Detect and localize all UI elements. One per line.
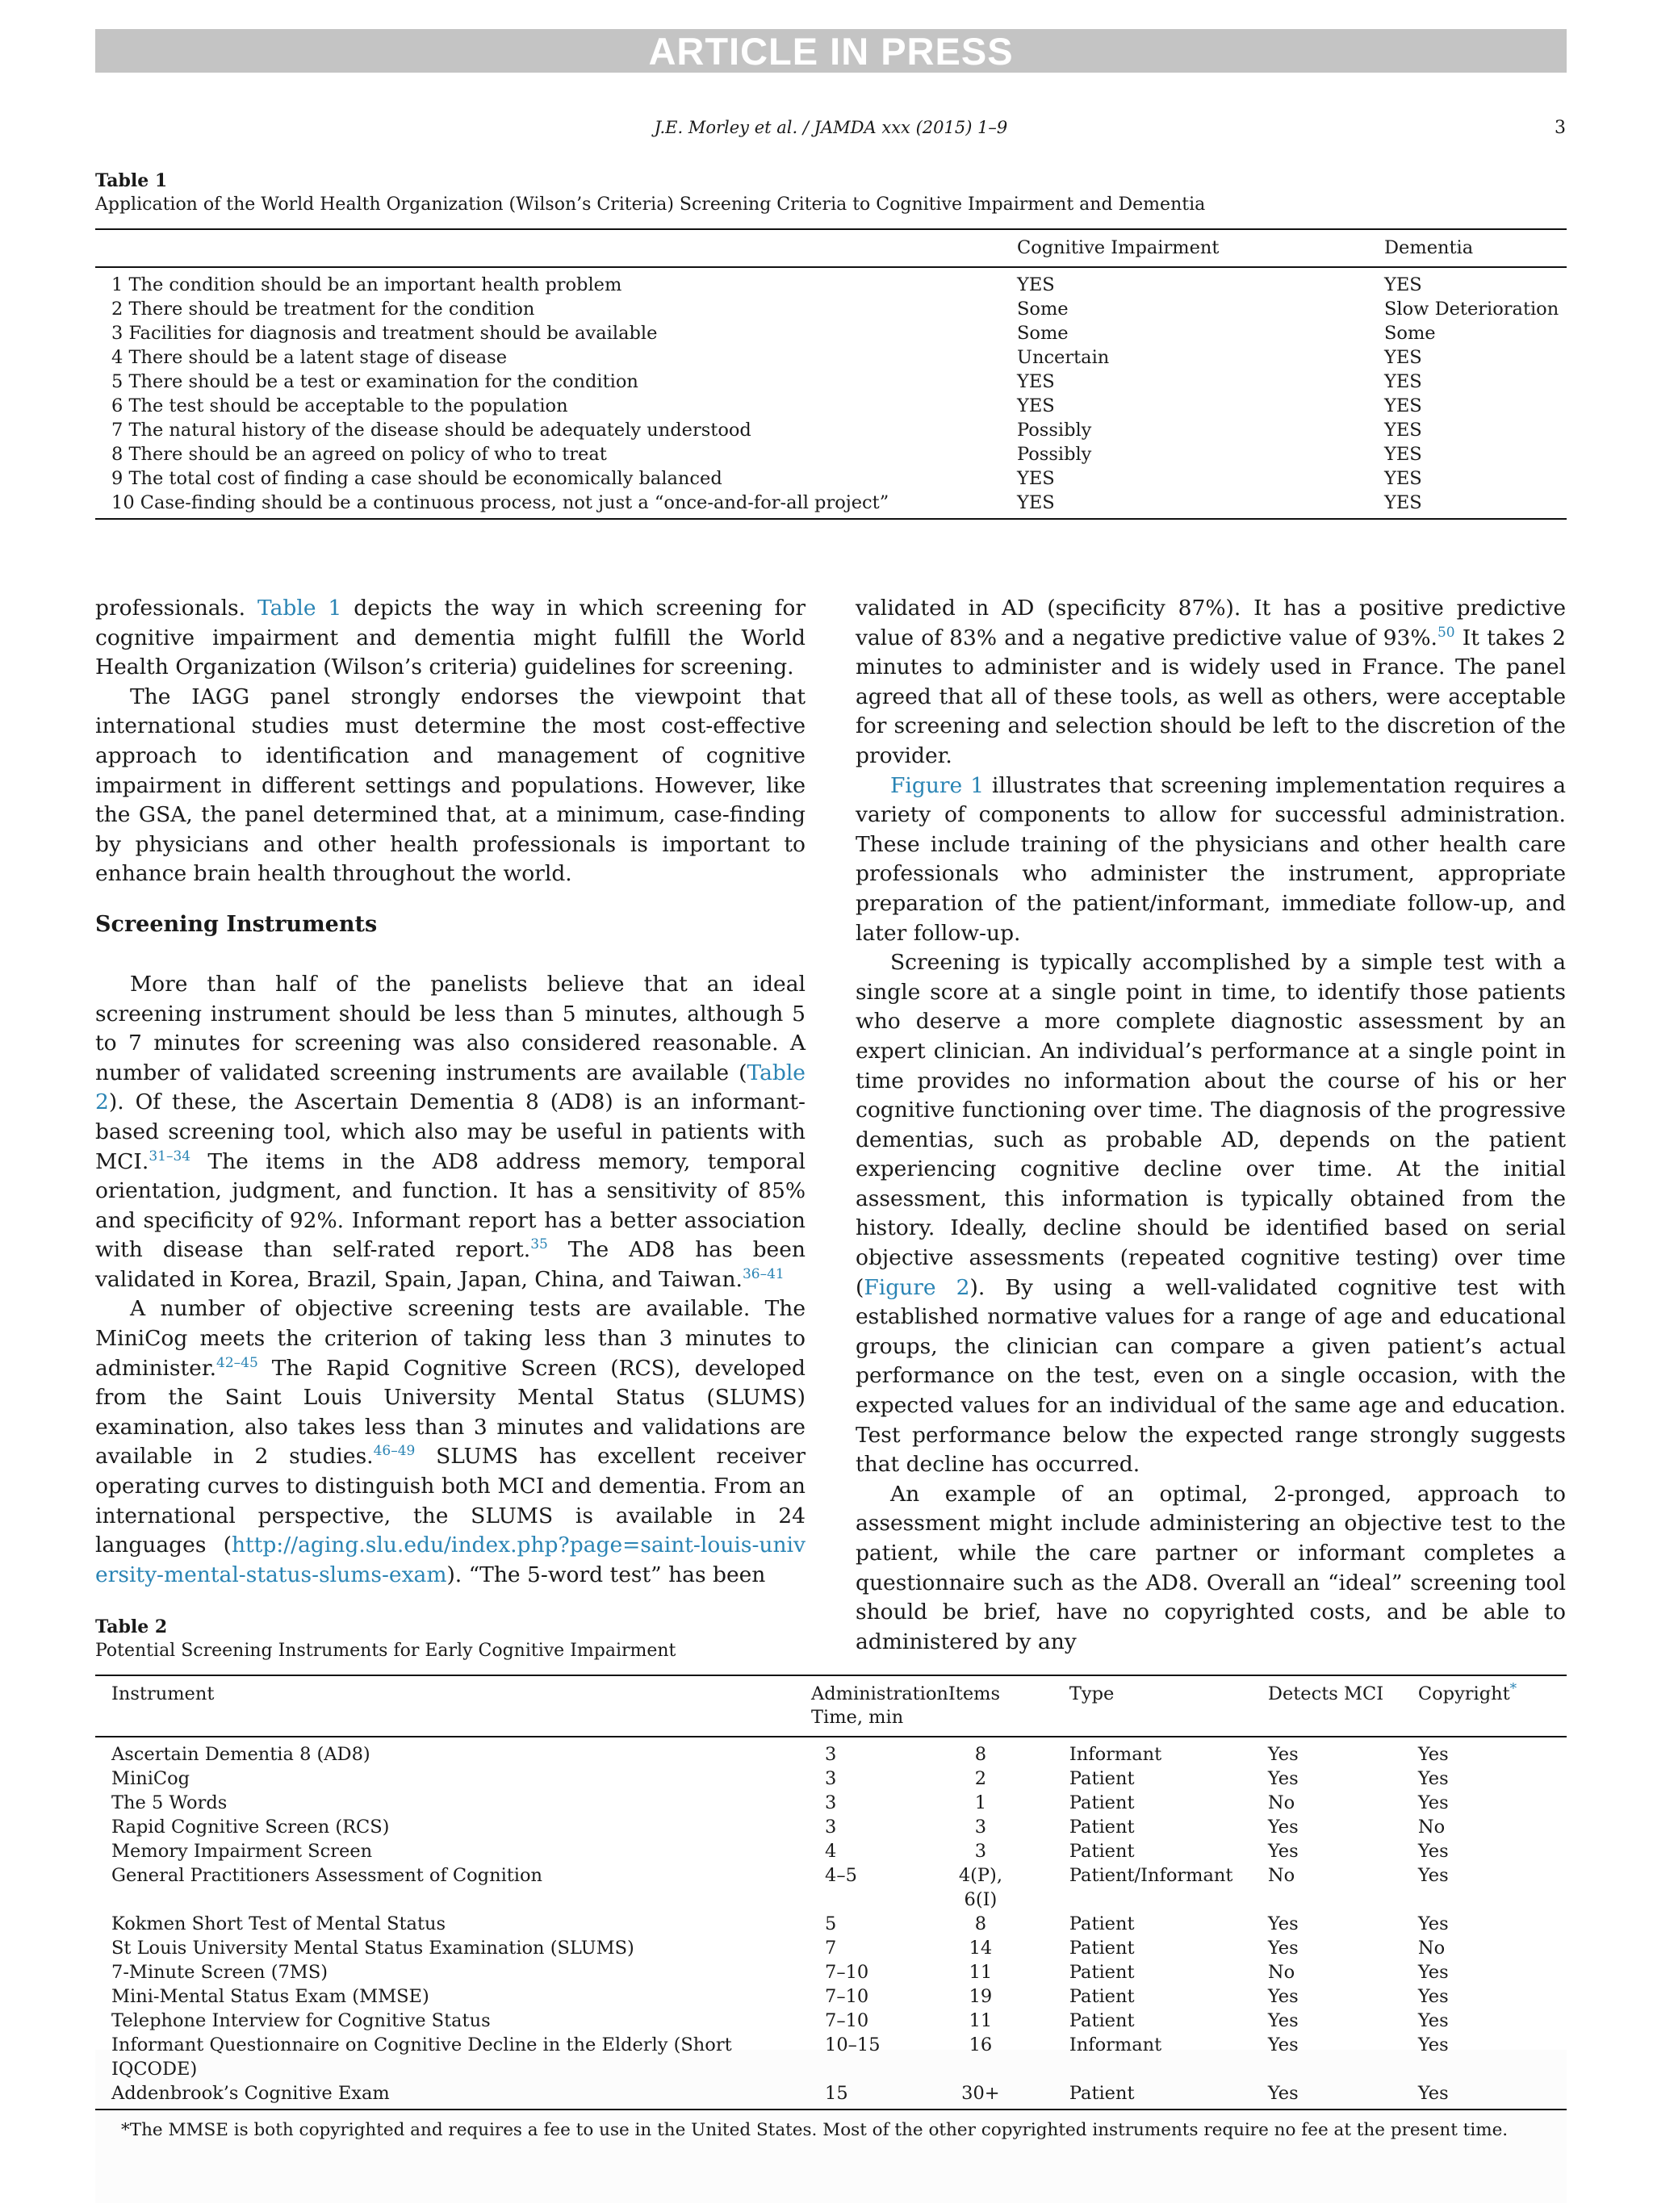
table-1-row-cell: 3 Facilities for diagnosis and treatment should be available [111, 323, 658, 344]
table-2-row-cell: 3 [825, 1817, 837, 1838]
reference-link[interactable]: 35 [530, 1236, 548, 1253]
table-2-header-type: Type [1069, 1683, 1115, 1704]
table-1-row-cell: YES [1017, 492, 1055, 513]
table-1-link[interactable]: Table 1 [257, 596, 342, 621]
table-2-row-cell: Informant [1069, 2034, 1162, 2055]
table-2-row-cell: Ascertain Dementia 8 (AD8) [111, 1744, 370, 1765]
table-2-row-cell: The 5 Words [111, 1792, 228, 1813]
table-1-row [95, 345, 1567, 370]
table-1-row [95, 491, 1567, 519]
table-2-row-cell: Yes [1267, 1768, 1299, 1789]
table-1-row [95, 267, 1567, 297]
table-1-row-cell: YES [1384, 444, 1422, 465]
table-2-row-cell: Yes [1417, 1768, 1449, 1789]
table-2-row-cell: Yes [1417, 1841, 1449, 1862]
table-1-grid [95, 228, 1567, 520]
table-2-row [95, 1936, 1567, 1960]
table-2-row [95, 1912, 1567, 1936]
reference-link[interactable]: 50 [1437, 624, 1455, 641]
table-2-row-cell: Patient [1069, 1962, 1135, 1983]
table-2-row [95, 1960, 1567, 1984]
table-1-caption: Application of the World Health Organization (Wilson’s Criteria) Screening Criteria to Cognitive Impairment and Dementia [95, 194, 1206, 215]
table-2-row-cell: Patient [1069, 2083, 1135, 2104]
section-heading: Screening Instruments [95, 911, 378, 937]
table-2-row-cell: Yes [1267, 1817, 1299, 1838]
slums-url-link[interactable]: http://aging.slu.edu/index.php?page=saint-louis-university-mental-status-slums-exam [95, 1533, 806, 1587]
table-2-row-cell: Patient [1069, 1792, 1135, 1813]
table-2-row-cell: Rapid Cognitive Screen (RCS) [111, 1817, 390, 1838]
table-1-row-cell: Possibly [1017, 444, 1092, 465]
table-2-row-cell: Patient [1069, 1817, 1135, 1838]
table-2-row-cell: Patient [1069, 1841, 1135, 1862]
table-1-row-cell: 8 There should be an agreed on policy of who to treat [111, 444, 607, 465]
table-2-row-cell: No [1267, 1865, 1295, 1886]
table-2-header-row [95, 1675, 1567, 1737]
table-2-row-cell: Yes [1417, 2083, 1449, 2104]
table-1-row-cell: 1 The condition should be an important health problem [111, 274, 622, 295]
table-1-label: Table 1 [95, 170, 168, 191]
table-2-row-cell: 3 [825, 1768, 837, 1789]
table-1-row-cell: YES [1017, 395, 1055, 416]
table-2-row-cell: No [1267, 1792, 1295, 1813]
paragraph: Screening is typically accomplished by a simple test with a single score at a single point in time, to identify those patients who deserve a more complete diagnostic assessment by an expert clinician. An individual’s performance at a single point in time provides no information about the course of his or her cognitive functioning over time. The diagnosis of the progressive dementias, such as probable AD, depends on the patient experiencing cognitive decline over time. At the initial assessment, this information is typically obtained from the history. Ideally, decline should be identified based on serial objective assessments (repeated cognitive testing) over time (Figure 2). By using a well-validated cognitive test with established normative values for a range of age and educational groups, the clinician can compare a given patient’s actual performance on the test, even on a single occasion, with the expected values for an individual of the same age and education. Test performance below the expected range strongly suggests that decline has occurred. [856, 950, 1566, 1478]
table-1-header-row [95, 229, 1567, 267]
table-2-row-cell: Yes [1417, 1962, 1449, 1983]
reference-link[interactable]: 42–45 [216, 1354, 258, 1371]
table-2-row-cell: Patient [1069, 1938, 1135, 1959]
table-1-row-cell: 5 There should be a test or examination for the condition [111, 371, 638, 392]
table-2-row-cell: 14 [969, 1938, 993, 1959]
table-2-row [95, 1767, 1567, 1791]
table-2-row-cell: No [1417, 1817, 1446, 1838]
table-1-row-cell: Some [1384, 323, 1436, 344]
table-2-row-cell: General Practitioners Assessment of Cognition [111, 1865, 543, 1886]
paragraph: Figure 1 illustrates that screening implementation requires a variety of components to allow for successful administration. These include training of the physicians and other health care professionals who administer the instrument, appropriate preparation of the patient/informant, immediate follow-up, and later follow-up. [856, 772, 1567, 946]
table-2-row-cell: 5 [825, 1913, 837, 1934]
table-1-row [95, 297, 1567, 321]
table-2-row-cell: Yes [1417, 2034, 1449, 2055]
table-2-row-cell: 1 [974, 1792, 987, 1813]
table-2-row [95, 1791, 1567, 1815]
table-1-row-cell: YES [1384, 420, 1422, 441]
table-2-row-cell: St Louis University Mental Status Examination (SLUMS) [111, 1938, 634, 1959]
paragraph: professionals. Table 1 depicts the way in which screening for cognitive impairment and dementia might fulfill the World Health Organization (Wilson’s criteria) guidelines for screening. [95, 596, 806, 680]
table-1-row-cell: 9 The total cost of finding a case should be economically balanced [111, 468, 722, 489]
table-2-row-cell: Yes [1417, 1986, 1449, 2007]
table-2-row-cell: Patient [1069, 2010, 1135, 2031]
table-2-row-cell: No [1417, 1938, 1446, 1959]
table-2-row-cell: 8 [974, 1744, 987, 1765]
table-2-row-cell: 7–10 [825, 1962, 869, 1983]
table-2-row-cell: 7–10 [825, 2010, 869, 2031]
table-2-row-cell: 15 [825, 2083, 848, 2104]
table-2-row-cell: Yes [1267, 1913, 1299, 1934]
table-1-row [95, 321, 1567, 345]
table-2-header-copyright: Copyright* [1417, 1680, 1517, 1704]
table-2-header-time: Administration Time, min [811, 1683, 948, 1728]
footnote-marker-link[interactable]: * [1509, 1680, 1517, 1697]
table-1-row-cell: YES [1017, 274, 1055, 295]
table-2-row-cell: Yes [1267, 1986, 1299, 2007]
table-2-row-cell: 11 [969, 2010, 993, 2031]
table-2-row-cell: Patient [1069, 1986, 1135, 2007]
table-1-row-cell: 6 The test should be acceptable to the population [111, 395, 568, 416]
table-2 [95, 1616, 1567, 2143]
table-1-row [95, 418, 1567, 442]
table-1-row-cell: Slow Deterioration [1384, 299, 1559, 320]
table-2-row-cell: 3 [974, 1841, 987, 1862]
paragraph: validated in AD (specificity 87%). It has a positive predictive value of 83% and a negative predictive value of 93%.$^{50}$ It takes 2 minutes to administer and is widely used in France. The panel agreed that all of these tools, as well as others, were acceptable for screening and selection should be left to the discretion of the provider. [856, 596, 1566, 768]
article-in-press-banner: ARTICLE IN PRESS [95, 29, 1567, 73]
table-2-link[interactable]: Table 2 [95, 1060, 806, 1115]
table-1-row-cell: Uncertain [1017, 347, 1110, 368]
running-head: J.E. Morley et al. / JAMDA xxx (2015) 1–9 [654, 118, 1008, 137]
table-2-header-items: Items [948, 1683, 1001, 1704]
table-2-row-cell: 7 [825, 1938, 837, 1959]
table-1-row-cell: Some [1017, 299, 1069, 320]
table-1-row-cell: YES [1384, 468, 1422, 489]
table-2-row-cell: Patient [1069, 1913, 1135, 1934]
table-1-row-cell: 4 There should be a latent stage of disease [111, 347, 508, 368]
table-1-row [95, 442, 1567, 466]
table-1-header-dementia: Dementia [1384, 237, 1474, 258]
table-2-caption: Potential Screening Instruments for Early Cognitive Impairment [95, 1641, 676, 1661]
reference-link[interactable]: 36–41 [742, 1266, 785, 1283]
table-2-row-cell: Yes [1417, 1865, 1449, 1886]
table-2-row-cell: Yes [1417, 2010, 1449, 2031]
table-2-row-cell: Mini-Mental Status Exam (MMSE) [111, 1986, 429, 2007]
table-2-row-cell: 11 [969, 1962, 993, 1983]
table-2-row-cell: Yes [1417, 1744, 1449, 1765]
table-2-row-cell: 3 [974, 1817, 987, 1838]
table-1 [95, 169, 1567, 520]
table-1-row [95, 466, 1567, 491]
paragraph: An example of an optimal, 2-pronged, approach to assessment might include administering an objective test to the patient, while the care partner or informant completes a questionnaire such as the AD8. Overall an “ideal” screening tool should be brief, have no copyrighted costs, and be able to administered by any [856, 1481, 1566, 1654]
table-2-row-cell: Yes [1267, 2083, 1299, 2104]
table-2-row [95, 2033, 1567, 2081]
table-1-row-cell: YES [1384, 371, 1422, 392]
paragraph: More than half of the panelists believe that an ideal screening instrument should be less than 5 minutes, although 5 to 7 minutes for screening was also considered reasonable. A number of validated screening instruments are available (Table 2). Of these, the Ascertain Dementia 8 (AD8) is an informant-based screening tool, which also may be useful in patients with MCI.$^{31-34}$ The items in the AD8 address memory, temporal orientation, judgment, and function. It has a sensitivity of 85% and specificity of 92%. Informant report has a better association with disease than self-rated report.$^{35}$ The AD8 has been validated in Korea, Brazil, Spain, Japan, China, and Taiwan.$^{36-41}$ [95, 971, 806, 1292]
table-2-row-cell: 7–10 [825, 1986, 869, 2007]
table-2-row-cell: Addenbrook’s Cognitive Exam [111, 2083, 390, 2104]
table-1-header-criterion [95, 229, 1017, 267]
reference-link[interactable]: 31–34 [149, 1148, 191, 1165]
table-2-row-cell: Patient [1069, 1768, 1135, 1789]
table-2-row-cell: Patient/Informant [1069, 1865, 1233, 1886]
table-2-row-cell: 4(P), 6(I) [958, 1865, 1002, 1910]
table-2-row-cell: 10–15 [825, 2034, 881, 2055]
table-2-row [95, 1815, 1567, 1839]
table-2-row [95, 2009, 1567, 2033]
table-2-row [95, 1839, 1567, 1863]
reference-link[interactable]: 46–49 [373, 1443, 416, 1460]
paragraph: A number of objective screening tests are available. The MiniCog meets the criterion of taking less than 3 minutes to administer.$^{42-45}$ The Rapid Cognitive Screen (RCS), developed from the Saint Louis University Mental Status (SLUMS) examination, also takes less than 3 minutes and validations are available in 2 studies.$^{46-49}$ SLUMS has excellent receiver operating curves to distinguish both MCI and dementia. From an international perspective, the SLUMS is available in 24 languages (http://aging.slu.edu/index.php?page=saint-louis-university-mental-status-slums-exam). “The 5-word test” has been [95, 1296, 806, 1587]
table-2-footnote: *The MMSE is both copyrighted and requires a fee to use in the United States. Most of the other copyrighted instruments require no fee at the present time. [121, 2120, 1509, 2140]
table-2-row-cell: 30+ [961, 2083, 1000, 2104]
table-1-row-cell: YES [1384, 347, 1422, 368]
table-2-grid [95, 1675, 1567, 2110]
table-2-row-cell: Yes [1417, 1792, 1449, 1813]
table-1-row-cell: 2 There should be treatment for the condition [111, 299, 535, 320]
table-1-row [95, 394, 1567, 418]
table-2-row [95, 1984, 1567, 2009]
table-2-label: Table 2 [95, 1616, 168, 1637]
left-column [95, 594, 806, 1590]
table-2-row [95, 1737, 1567, 1767]
table-1-row-cell: YES [1384, 492, 1422, 513]
table-2-row-cell: Memory Impairment Screen [111, 1841, 373, 1862]
table-1-row-cell: 10 Case-finding should be a continuous process, not just a “once-and-for-all project” [111, 492, 889, 513]
table-2-row-cell: Informant Questionnaire on Cognitive Decline in the Elderly (Short IQCODE) [111, 2034, 732, 2080]
paragraph: The IAGG panel strongly endorses the viewpoint that international studies must determine the most cost-effective approach to identification and management of cognitive impairment in different settings and populations. However, like the GSA, the panel determined that, at a minimum, case-finding by physicians and other health professionals is important to enhance brain health throughout the world. [95, 684, 806, 887]
table-2-row-cell: Yes [1417, 1913, 1449, 1934]
table-2-row-cell: 4–5 [825, 1865, 857, 1886]
table-2-row-cell: 2 [974, 1768, 987, 1789]
table-1-row-cell: Some [1017, 323, 1069, 344]
table-2-row-cell: Yes [1267, 1744, 1299, 1765]
table-2-row-cell: 8 [974, 1913, 987, 1934]
table-2-row-cell: Informant [1069, 1744, 1162, 1765]
table-2-header-mci: Detects MCI [1267, 1683, 1384, 1704]
table-2-row-cell: 3 [825, 1792, 837, 1813]
table-2-row [95, 1863, 1567, 1912]
page-number: 3 [1555, 118, 1566, 138]
table-2-row-cell: Telephone Interview for Cognitive Status [111, 2010, 491, 2031]
table-1-row-cell: YES [1017, 468, 1055, 489]
table-2-row-cell: 3 [825, 1744, 837, 1765]
table-2-row-cell: Yes [1267, 1841, 1299, 1862]
figure-1-link[interactable]: Figure 1 [890, 772, 985, 798]
right-column [856, 594, 1566, 1657]
table-1-row-cell: YES [1017, 371, 1055, 392]
table-2-row-cell: 4 [825, 1841, 837, 1862]
table-2-row-cell: MiniCog [111, 1768, 190, 1789]
table-1-row [95, 370, 1567, 394]
table-2-row-cell: 7-Minute Screen (7MS) [111, 1962, 329, 1983]
table-2-row-cell: Yes [1267, 2034, 1299, 2055]
table-1-row-cell: 7 The natural history of the disease should be adequately understood [111, 420, 751, 441]
figure-2-link[interactable]: Figure 2 [864, 1274, 970, 1300]
table-1-row-cell: Possibly [1017, 420, 1092, 441]
table-1-row-cell: YES [1384, 395, 1422, 416]
table-2-row-cell: Kokmen Short Test of Mental Status [111, 1913, 446, 1934]
table-1-row-cell: YES [1384, 274, 1422, 295]
table-1-header-cognitive: Cognitive Impairment [1017, 237, 1220, 258]
table-2-row-cell: 19 [969, 1986, 993, 2007]
table-2-row-cell: 16 [969, 2034, 993, 2055]
table-2-row [95, 2081, 1567, 2110]
table-2-row-cell: No [1267, 1962, 1295, 1983]
table-2-row-cell: Yes [1267, 1938, 1299, 1959]
table-2-header-instrument: Instrument [111, 1683, 215, 1704]
table-2-row-cell: Yes [1267, 2010, 1299, 2031]
